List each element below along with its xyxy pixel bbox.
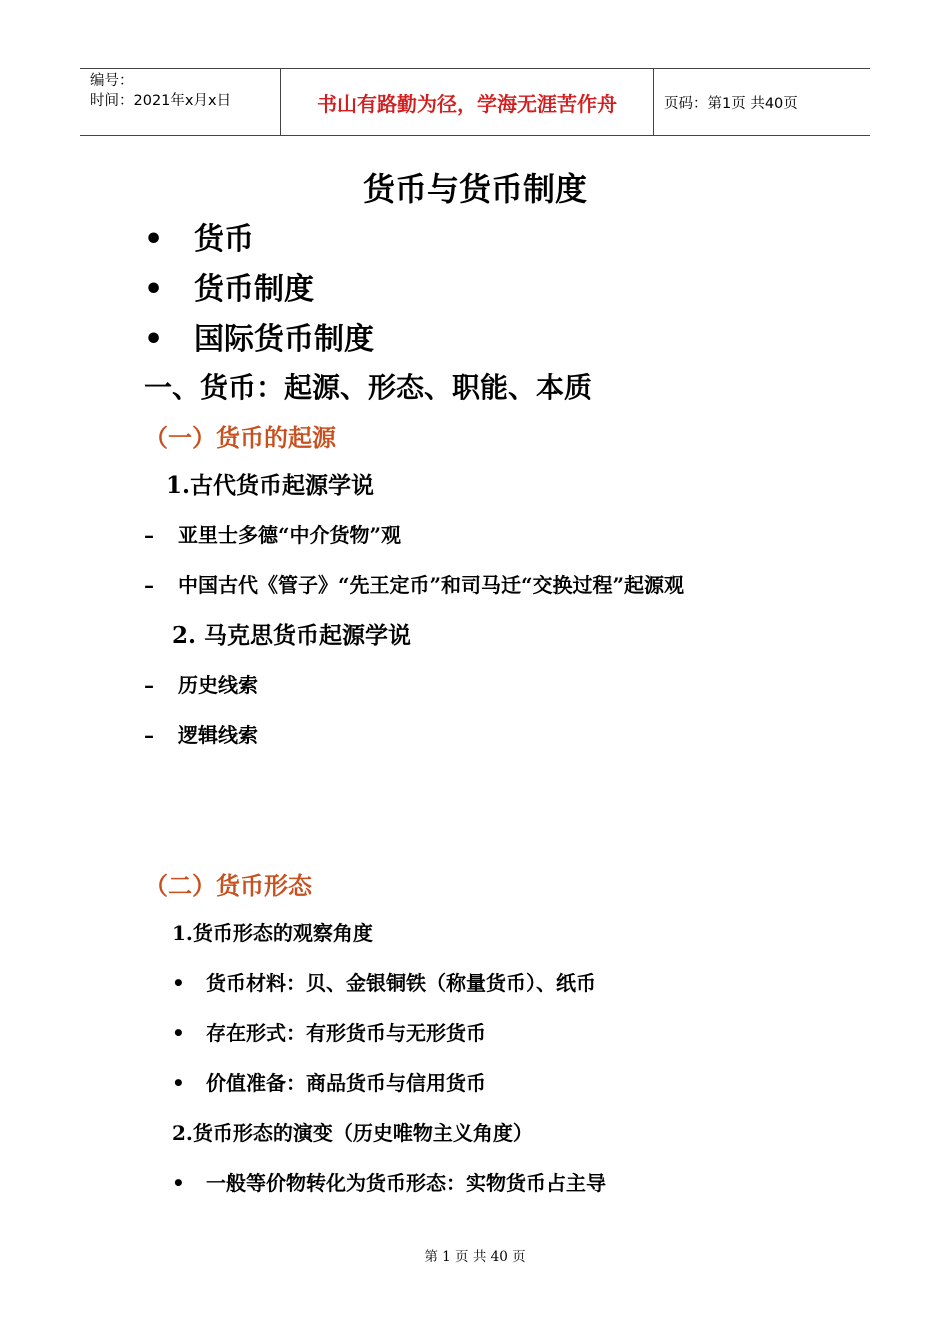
bullet-icon: • [172, 1021, 185, 1045]
list-item-text: 货币材料：贝、金银铜铁（称量货币）、纸币 [206, 971, 596, 995]
number-label: 编号： [90, 73, 134, 89]
section-heading: 一、货币：起源、形态、职能、本质 [144, 371, 593, 404]
list-item [172, 1017, 486, 1046]
outline-item [144, 214, 254, 258]
header-page-info: 页码：第1页 共40页 [664, 95, 798, 112]
page-footer: 第 1 页 共 40 页 [424, 1249, 526, 1265]
subsection-heading: （一）货币的起源 [144, 423, 336, 452]
list-item-text: 一般等价物转化为货币形态：实物货币占主导 [206, 1171, 606, 1195]
list-item-text: 价值准备：商品货币与信用货币 [206, 1071, 486, 1095]
header-meta [80, 69, 281, 135]
list-item-text: 中国古代《管子》“先王定币”和司马迁“交换过程”起源观 [178, 573, 685, 597]
list-item [144, 669, 258, 698]
outline-item [144, 314, 374, 358]
dash-icon: – [144, 573, 154, 597]
outline-item-label: 国际货币制度 [194, 322, 374, 357]
list-item [172, 1167, 606, 1196]
list-item [172, 1067, 486, 1096]
list-item-text: 逻辑线索 [178, 723, 258, 747]
bullet-icon: • [172, 971, 185, 995]
item-heading: 1.古代货币起源学说 [166, 472, 375, 499]
item-heading: 1.货币形态的观察角度 [172, 921, 373, 945]
list-item [144, 519, 401, 548]
outline-item-label: 货币制度 [194, 272, 314, 307]
dash-icon: – [144, 523, 154, 547]
page-header [80, 68, 870, 136]
bullet-icon: • [172, 1171, 185, 1195]
list-item [172, 967, 596, 996]
time-label: 时间：2021年x月x日 [90, 93, 232, 109]
item-heading: 2. 马克思货币起源学说 [172, 622, 412, 649]
dash-icon: – [144, 723, 154, 747]
list-item-text: 历史线索 [178, 673, 258, 697]
item-heading: 2.货币形态的演变（历史唯物主义角度） [172, 1121, 533, 1145]
list-item-text: 存在形式：有形货币与无形货币 [206, 1021, 486, 1045]
dash-icon: – [144, 673, 154, 697]
subsection-heading: （二）货币形态 [144, 871, 312, 900]
list-item-text: 亚里士多德“中介货物”观 [178, 523, 402, 547]
outline-item [144, 264, 314, 308]
bullet-icon: • [144, 272, 164, 307]
header-motto: 书山有路勤为径，学海无涯苦作舟 [281, 69, 654, 135]
bullet-icon: • [144, 222, 164, 257]
list-item [144, 719, 258, 748]
outline-item-label: 货币 [194, 222, 254, 257]
bullet-icon: • [172, 1071, 185, 1095]
list-item [144, 569, 684, 598]
document-title: 货币与货币制度 [362, 170, 587, 208]
bullet-icon: • [144, 322, 164, 357]
